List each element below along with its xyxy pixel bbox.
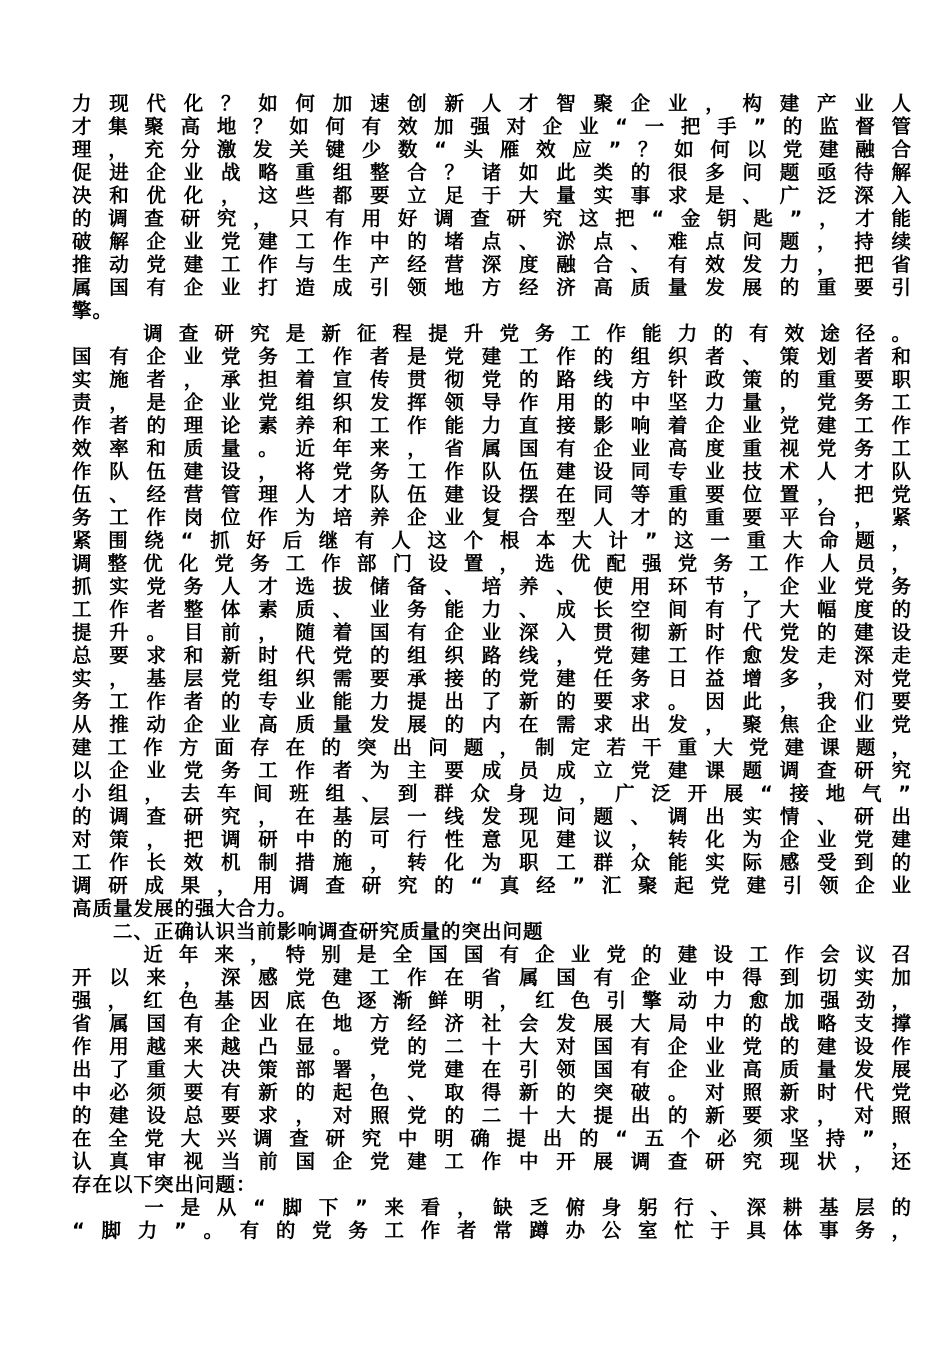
text-line: 推动党建工作与生产经营深度融合、有效发力，把省	[72, 253, 912, 276]
text-line: 工作者整体素质、业务能力、成长空间有了大幅度的	[72, 598, 912, 621]
text-line: 的调查研究，只有用好调查研究这把“金钥匙”，才能	[72, 207, 912, 230]
text-line: 小组，去车间班组、到群众身边，广泛开展“接地气”	[72, 782, 912, 805]
text-line: 紧围绕“抓好后继有人这个根本大计”这一重大命题，	[72, 529, 912, 552]
text-line: 实施者，承担着宣传贯彻党的路线方针政策的重要职	[72, 368, 912, 391]
text-line: 高质量发展的强大合力。	[72, 897, 298, 920]
text-line: 作用越来越凸显。党的二十大对国有企业党的建设作	[72, 1035, 912, 1058]
text-line: 省属国有企业在地方经济社会发展大局中的战略支撑	[72, 1012, 912, 1035]
text-line: 责，是企业党组织发挥领导作用的中坚力量，党务工	[72, 391, 912, 414]
text-line: 二、正确认识当前影响调查研究质量的突出问题	[72, 920, 544, 943]
text-line: 效率和质量。近年来，省属国有企业高度重视党务工	[72, 437, 912, 460]
text-line: 作者的理论素养和工作能力直接影响着企业党建工作	[72, 414, 912, 437]
text-line: 国有企业党务工作者是党建工作的组织者、策划者和	[72, 345, 912, 368]
text-line: 调查研究是新征程提升党务工作能力的有效途径。	[72, 322, 912, 345]
text-line: 决和优化，这些都要立足于大量实事求是、广泛深入	[72, 184, 912, 207]
text-line: 调整优化党务工作部门设置，选优配强党务工作人员，	[72, 552, 912, 575]
text-line: 对策，把调研中的可行性意见建议，转化为企业党建	[72, 828, 912, 851]
text-line: 认真审视当前国企党建工作中开展调查研究现状，还	[72, 1150, 912, 1173]
text-line: 属国有企业打造成引领地方经济高质量发展的重要引	[72, 276, 912, 299]
text-line: 抓实党务人才选拔储备、培养、使用环节，企业党务	[72, 575, 912, 598]
text-line: 强，红色基因底色逐渐鲜明，红色引擎动力愈加强劲，	[72, 989, 912, 1012]
text-line: 才集聚高地？如何有效加强对企业“一把手”的监督管	[72, 115, 912, 138]
text-line: 擎。	[72, 299, 114, 322]
text-line: 力现代化？如何加速创新人才智聚企业，构建产业人	[72, 92, 912, 115]
text-line: 务工作岗位作为培养企业复合型人才的重要平台，紧	[72, 506, 912, 529]
text-line: 破解企业党建工作中的堵点、淤点、难点问题，持续	[72, 230, 912, 253]
text-line: 一是从“脚下”来看，缺乏俯身躬行、深耕基层的	[72, 1196, 912, 1219]
text-line: 工作长效机制措施，转化为职工群众能实际感受到的	[72, 851, 912, 874]
text-line: 存在以下突出问题：	[72, 1173, 257, 1196]
text-line: 作队伍建设，将党务工作队伍建设同专业技术人才队	[72, 460, 912, 483]
text-line: 调研成果，用调查研究的“真经”汇聚起党建引领企业	[72, 874, 912, 897]
text-line: “脚力”。有的党务工作者常蹲办公室忙于具体事务，	[72, 1219, 912, 1242]
text-line: 实，基层党组织需要承接的党建任务日益增多，对党	[72, 667, 912, 690]
text-line: 提升。目前，随着国有企业深入贯彻新时代党的建设	[72, 621, 912, 644]
text-line: 伍、经营管理人才队伍建设摆在同等重要位置，把党	[72, 483, 912, 506]
text-line: 促进企业战略重组整合？诸如此类的很多问题亟待解	[72, 161, 912, 184]
text-line: 出了重大决策部署，党建在引领国有企业高质量发展	[72, 1058, 912, 1081]
text-line: 的建设总要求，对照党的二十大提出的新要求，对照	[72, 1104, 912, 1127]
text-line: 的调查研究，在基层一线发现问题、调出实情、研出	[72, 805, 912, 828]
text-line: 务工作者的专业能力提出了新的要求。因此，我们要	[72, 690, 912, 713]
body-text	[72, 92, 912, 1242]
text-line: 以企业党务工作者为主要成员成立党建课题调查研究	[72, 759, 912, 782]
text-line: 中必须要有新的起色、取得新的突破。对照新时代党	[72, 1081, 912, 1104]
text-line: 理，充分激发关键少数“头雁效应”？如何以党建融合	[72, 138, 912, 161]
text-line: 近年来，特别是全国国有企业党的建设工作会议召	[72, 943, 912, 966]
text-line: 建工作方面存在的突出问题，制定若干重大党建课题，	[72, 736, 912, 759]
text-line: 从推动企业高质量发展的内在需求出发，聚焦企业党	[72, 713, 912, 736]
text-line: 在全党大兴调查研究中明确提出的“五个必须坚持”，	[72, 1127, 912, 1150]
text-line: 总要求和新时代党的组织路线，党建工作愈发走深走	[72, 644, 912, 667]
text-line: 开以来，深感党建工作在省属国有企业中得到切实加	[72, 966, 912, 989]
